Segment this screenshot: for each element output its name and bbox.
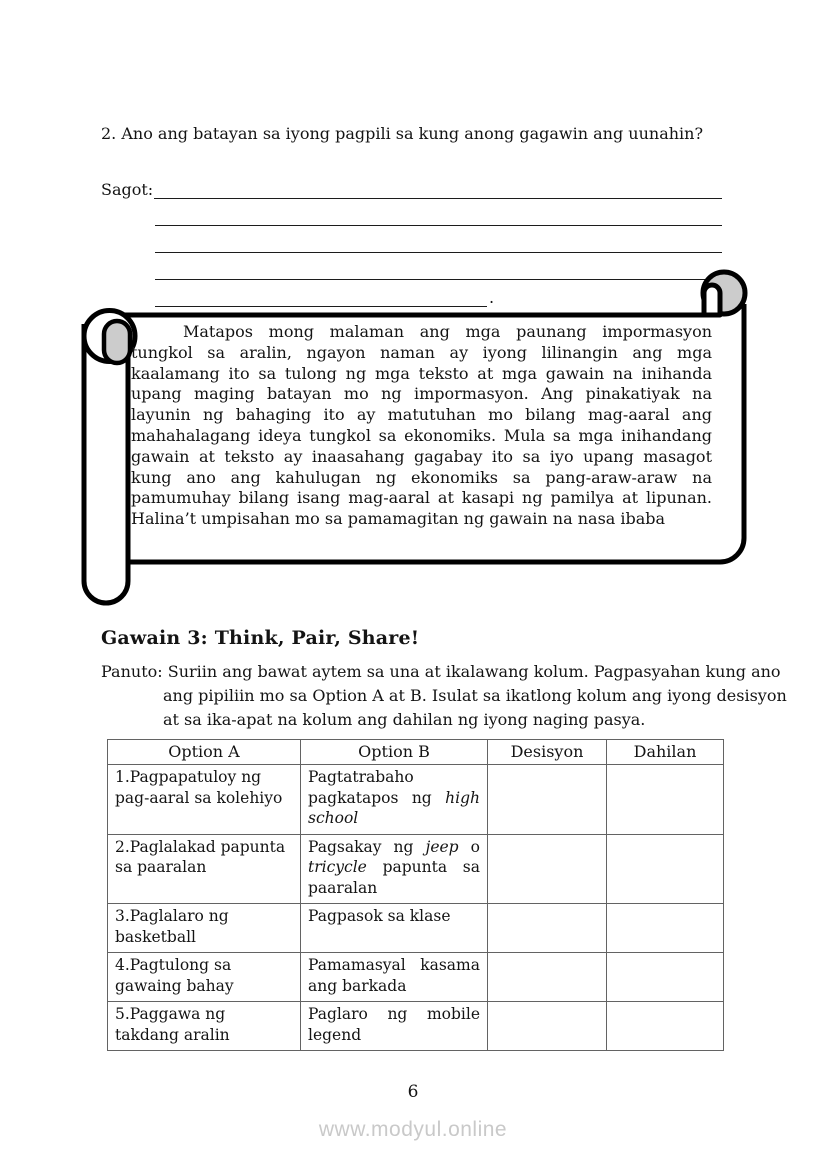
activity-heading: Gawain 3: Think, Pair, Share! — [101, 627, 420, 649]
table-row — [108, 953, 724, 1002]
instructions-block — [101, 660, 791, 732]
table-row — [108, 1002, 724, 1051]
option-a-cell: 3.Paglalaro ng basketball — [108, 904, 301, 953]
scroll-curl-left — [104, 321, 130, 363]
column-header: Option A — [108, 740, 301, 765]
table-row — [108, 765, 724, 835]
desisyon-cell — [488, 1002, 607, 1051]
question-text: 2. Ano ang batayan sa iyong pagpili sa kung anong gagawin ang uunahin? — [101, 124, 704, 143]
desisyon-cell — [488, 765, 607, 835]
answer-label: Sagot: — [101, 180, 154, 200]
option-a-cell: 1.Pagpapatuloy ng pag-aaral sa kolehiyo — [108, 765, 301, 835]
table-row — [108, 834, 724, 904]
option-b-cell: Pamamasyal kasama ang barkada — [301, 953, 488, 1002]
answer-rule-line — [154, 197, 722, 199]
option-a-cell: 2.Paglalakad papunta sa paaralan — [108, 834, 301, 904]
answer-end-mark: . — [489, 288, 495, 308]
column-header: Dahilan — [607, 740, 724, 765]
desisyon-cell — [488, 834, 607, 904]
watermark-text: www.modyul.online — [318, 1118, 508, 1141]
instructions-text: Suriin ang bawat aytem sa una at ikalawang kolum. Pagpasyahan kung ano ang pipiliin mo sa Option A at B. Isulat sa ikatlong kolum ang iyong desisyon at sa ika-apat na kolum ang dahilan ng iyong naging pasya. — [162, 662, 787, 729]
table-header-row — [108, 740, 724, 765]
answer-rule-line — [155, 224, 722, 226]
dahilan-cell — [607, 904, 724, 953]
option-b-cell: Pagtatrabaho pagkatapos ng high school — [301, 765, 488, 835]
answer-line — [155, 226, 722, 253]
option-b-cell: Pagpasok sa klase — [301, 904, 488, 953]
option-b-cell: Paglaro ng mobile legend — [301, 1002, 488, 1051]
dahilan-cell — [607, 834, 724, 904]
dahilan-cell — [607, 953, 724, 1002]
dahilan-cell — [607, 1002, 724, 1051]
table-row — [108, 904, 724, 953]
table-body — [108, 765, 724, 1051]
desisyon-cell — [488, 904, 607, 953]
page-number: 6 — [407, 1082, 419, 1102]
desisyon-cell — [488, 953, 607, 1002]
option-a-cell: 4.Pagtulong sa gawaing bahay — [108, 953, 301, 1002]
instructions-label: Panuto: — [101, 662, 163, 681]
answer-rule-line — [155, 251, 722, 253]
scroll-paragraph: Matapos mong malaman ang mga paunang impormasyon tungkol sa aralin, ngayon naman ay iyong lilinangin ang mga kaalamang ito sa tulong ng mga teksto at mga gawain na inihanda upang maging batayan mo ng impormasyon. Ang pinakatiyak na layunin ng bahaging ito ay matutuhan mo bilang mag-aaral ang mahahalagang ideya tungkol sa ekonomiks. Mula sa mga inihandang gawain at teksto ay inaasahang gagabay ito sa iyo upang masagot kung ano ang kahulugan ng ekonomiks sa pang-araw-araw na pamumuhay bilang isang mag-aaral at kasapi ng pamilya at lipunan. Halina’t umpisahan mo sa pamamagitan ng gawain na nasa ibaba — [131, 322, 712, 529]
column-header: Desisyon — [488, 740, 607, 765]
answer-line — [155, 199, 722, 226]
options-table — [107, 739, 724, 1051]
dahilan-cell — [607, 765, 724, 835]
scroll-banner — [72, 262, 752, 614]
answer-line — [101, 172, 722, 199]
option-b-cell: Pagsakay ng jeep o tricycle papunta sa paaralan — [301, 834, 488, 904]
column-header: Option B — [301, 740, 488, 765]
option-a-cell: 5.Paggawa ng takdang aralin — [108, 1002, 301, 1051]
